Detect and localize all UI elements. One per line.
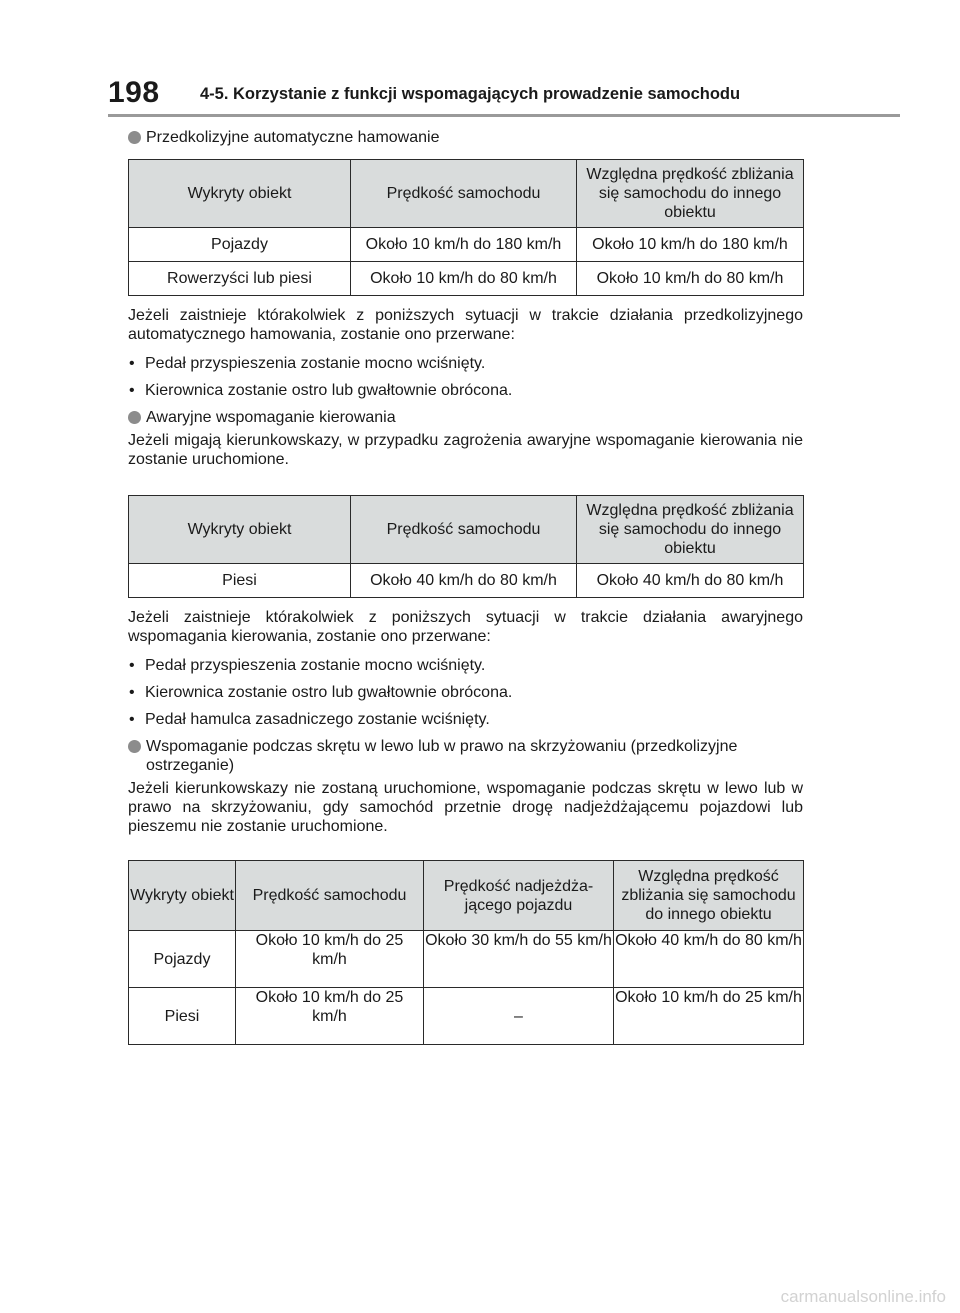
- table-row: [129, 988, 804, 1045]
- list-item: • Kierownica zostanie ostro lub gwałtownie obrócona.: [129, 684, 513, 701]
- table-cell: Piesi: [129, 564, 351, 598]
- page-number: 198: [108, 76, 160, 109]
- page-header: [108, 76, 900, 116]
- table-cell: Około 40 km/h do 80 km/h: [351, 564, 577, 598]
- table-row: [129, 228, 804, 262]
- section-heading-text: Awaryjne wspomaganie kierowania: [146, 409, 396, 426]
- list-bullet: •: [129, 355, 135, 372]
- watermark: carmanualsonline.info: [780, 1287, 946, 1306]
- table-cell: Około 10 km/h do 80 km/h: [351, 262, 577, 296]
- page-content: [128, 128, 803, 1055]
- list-bullet: •: [129, 684, 135, 701]
- interruption-note: Jeżeli zaistnieje którakolwiek z poniższych sytuacji w trakcie działania awaryjnego wspomagania kierowania, zostanie ono przerwane:: [128, 609, 803, 645]
- list-bullet: •: [129, 711, 135, 728]
- section-heading-text: Przedkolizyjne automatyczne hamowanie: [146, 129, 440, 146]
- table-header-cell: Prędkość samochodu: [351, 160, 577, 228]
- table-header-cell: Wykryty obiekt: [129, 496, 351, 564]
- table-header-cell: Względna prędkość zbliżania się samochodu do innego obiektu: [577, 496, 804, 564]
- table-cell: Około 40 km/h do 80 km/h: [577, 564, 804, 598]
- table-cell: Około 10 km/h do 25 km/h: [236, 931, 424, 988]
- table-turn-assist: [128, 860, 804, 1045]
- table-pre-collision-braking: [128, 159, 804, 296]
- table-cell: Około 10 km/h do 180 km/h: [351, 228, 577, 262]
- list-bullet: •: [129, 657, 135, 674]
- table-emergency-steering: [128, 495, 804, 598]
- table-row: [129, 931, 804, 988]
- section-intro: Jeżeli migają kierunkowskazy, w przypadku zagrożenia awaryjne wspomaganie kierowania nie zostanie uruchomione.: [128, 432, 803, 468]
- list-item: • Pedał przyspieszenia zostanie mocno wciśnięty.: [129, 355, 486, 372]
- table-cell: Około 30 km/h do 55 km/h: [424, 931, 614, 988]
- table-row: [129, 564, 804, 598]
- table-cell: Około 10 km/h do 180 km/h: [577, 228, 804, 262]
- table-header-cell: Względna prędkość zbliżania się samochodu do innego obiektu: [577, 160, 804, 228]
- table-cell: Około 40 km/h do 80 km/h: [614, 931, 804, 988]
- list-item: • Pedał przyspieszenia zostanie mocno wciśnięty.: [129, 657, 486, 674]
- section-heading-turn-assist: [128, 737, 803, 775]
- table-cell: Około 10 km/h do 80 km/h: [577, 262, 804, 296]
- table-header-cell: Wykryty obiekt: [129, 160, 351, 228]
- section-heading-pre-collision-braking: [128, 128, 803, 147]
- list-bullet: •: [129, 382, 135, 399]
- table-header-row: [129, 861, 804, 931]
- list-item: • Pedał hamulca zasadniczego zostanie wciśnięty.: [129, 711, 490, 728]
- section-intro: Jeżeli kierunkowskazy nie zostaną uruchomione, wspomaganie podczas skrętu w lewo lub w prawo na skrzyżowaniu, gdy samochód przetnie drogę nadjeżdżającemu pojazdowi lub pieszemu nie zostanie uruchomione.: [128, 780, 803, 835]
- table-header-row: [129, 160, 804, 228]
- table-cell: Rowerzyści lub piesi: [129, 262, 351, 296]
- bullet-dot-icon: [128, 411, 141, 424]
- table-cell: –: [424, 988, 614, 1045]
- table-header-row: [129, 496, 804, 564]
- section-title: 4-5. Korzystanie z funkcji wspomagających prowadzenie samochodu: [200, 85, 741, 103]
- table-row: [129, 262, 804, 296]
- section-heading-text: Wspomaganie podczas skrętu w lewo lub w prawo na skrzyżowaniu (przedkolizyjne ostrzeganie): [146, 738, 738, 774]
- table-header-cell: Prędkość samochodu: [351, 496, 577, 564]
- table-cell: Piesi: [129, 988, 236, 1045]
- table-cell: Około 10 km/h do 25 km/h: [236, 988, 424, 1045]
- list-item: • Kierownica zostanie ostro lub gwałtownie obrócona.: [129, 382, 513, 399]
- header-divider: [108, 114, 900, 117]
- section-heading-emergency-steering: [128, 408, 803, 427]
- table-header-cell: Prędkość nadjeżdżającego pojazdu: [424, 861, 614, 931]
- table-cell: Pojazdy: [129, 931, 236, 988]
- interruption-note: Jeżeli zaistnieje którakolwiek z poniższych sytuacji w trakcie działania przedkolizyjnego automatycznego hamowania, zostanie ono przerwane:: [128, 307, 803, 343]
- table-header-cell: Wykryty obiekt: [129, 861, 236, 931]
- table-cell: Pojazdy: [129, 228, 351, 262]
- bullet-dot-icon: [128, 740, 141, 753]
- bullet-dot-icon: [128, 131, 141, 144]
- table-cell: Około 10 km/h do 25 km/h: [614, 988, 804, 1045]
- table-header-cell: Prędkość samochodu: [236, 861, 424, 931]
- table-header-cell: Względna prędkość zbliżania się samochodu do innego obiektu: [614, 861, 804, 931]
